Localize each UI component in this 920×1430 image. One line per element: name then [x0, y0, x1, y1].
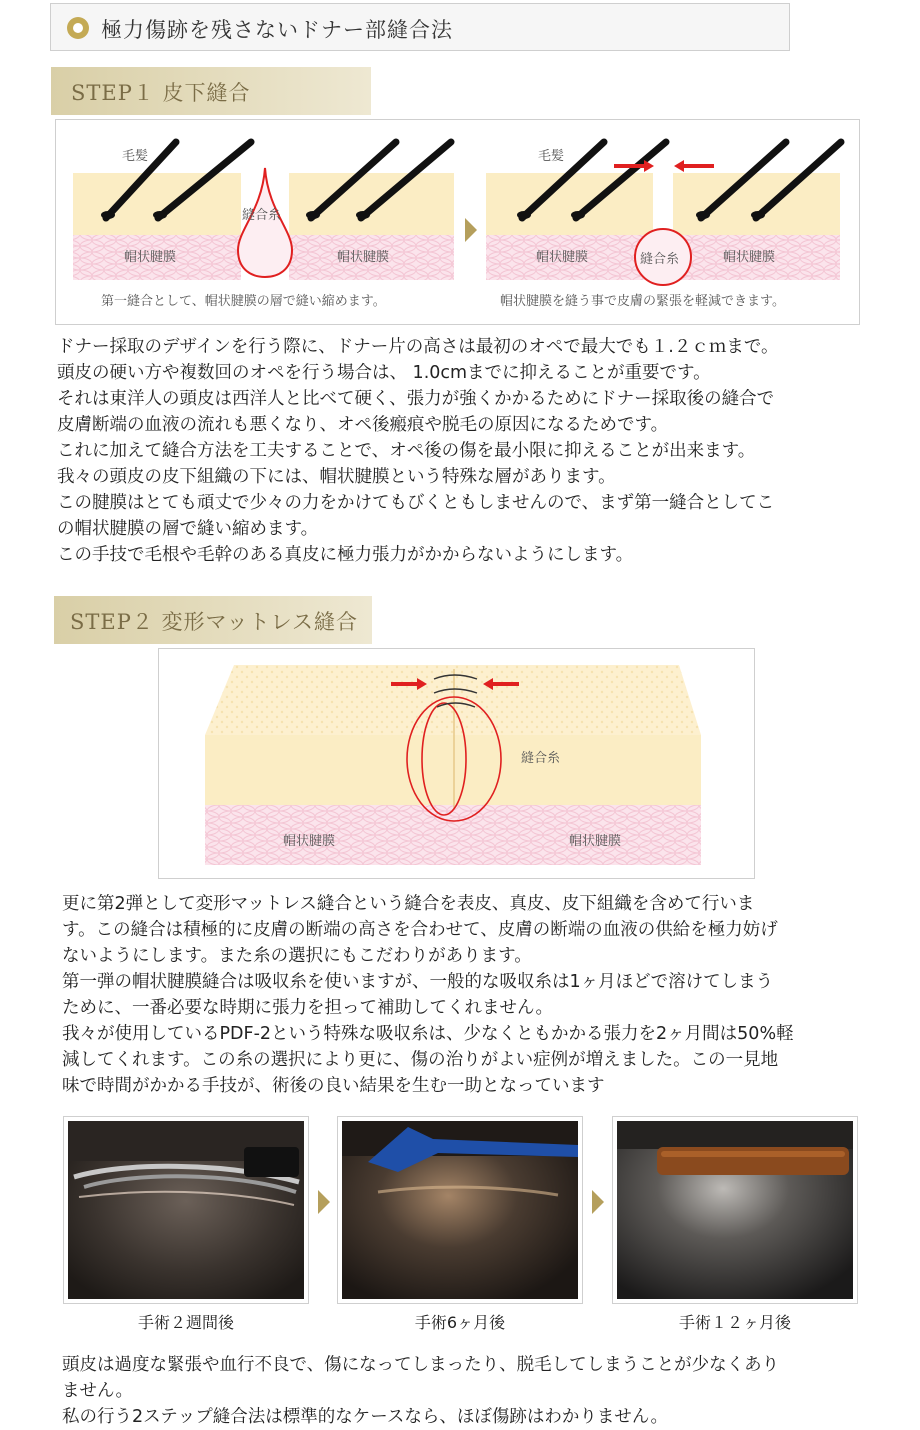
photo-12-months: [612, 1116, 858, 1304]
step2-diagram-svg: [159, 649, 754, 878]
paragraph-line: 我々の頭皮の皮下組織の下には、帽状腱膜という特殊な層があります。: [57, 467, 616, 487]
paragraph-line: これに加えて縫合方法を工夫することで、オペ後の傷を最小限に抑えることが出来ます。: [57, 441, 756, 461]
step2-paragraph: [62, 891, 794, 1099]
paragraph-line: 私の行う2ステップ縫合法は標準的なケースなら、ほぼ傷跡はわかりません。: [62, 1407, 668, 1427]
suture-label: 縫合糸: [242, 208, 282, 223]
closing-paragraph: [62, 1352, 779, 1430]
hair-label: 毛髪: [122, 149, 149, 164]
title-bullet-icon: [67, 17, 89, 39]
photo-caption: 手術２週間後: [137, 1313, 234, 1332]
galea-label: 帽状腱膜: [124, 250, 177, 265]
paragraph-line: この腱膜はとても頑丈で少々の力をかけてもびくともしませんので、まず第一縫合としてこ: [57, 493, 775, 513]
photo-caption: 手術6ヶ月後: [414, 1313, 506, 1332]
step1-header: [51, 67, 371, 115]
step2-diagram: [158, 648, 755, 879]
paragraph-line: 第一弾の帽状腱膜縫合は吸収糸を使いますが、一般的な吸収糸は1ヶ月ほどで溶けてしまう: [62, 972, 774, 992]
paragraph-line: ないようにします。また糸の選択にもこだわりがあります。: [62, 946, 532, 966]
paragraph-line: 我々が使用しているPDF-2という特殊な吸収糸は、少なくともかかる張力を2ヶ月間は50%軽: [62, 1024, 794, 1044]
suture-label: 縫合糸: [521, 751, 561, 766]
step1-paragraph: [57, 334, 779, 568]
galea-label: 帽状腱膜: [536, 250, 589, 265]
paragraph-line: 減してくれます。この糸の選択により更に、傷の治りがよい症例が増えました。この一見地: [62, 1050, 779, 1070]
paragraph-line: 頭皮は過度な緊張や血行不良で、傷になってしまったり、脱毛してしまうことが少なくあり: [62, 1355, 780, 1375]
galea-label: 帽状腱膜: [569, 834, 622, 849]
galea-label: 帽状腱膜: [337, 250, 390, 265]
next-arrow-icon: [592, 1190, 604, 1214]
step1-right-panel: [486, 142, 841, 309]
galea-label: 帽状腱膜: [723, 250, 776, 265]
step1-diagram: [55, 119, 860, 325]
skin-layer: [73, 173, 241, 235]
diagram-caption: 帽状腱膜を縫う事で皮膚の緊張を軽減できます。: [500, 294, 785, 309]
photo-6-months: [337, 1116, 583, 1304]
paragraph-line: 味で時間がかかる手技が、術後の良い結果を生む一助となっています: [62, 1076, 605, 1096]
skin-layer: [289, 173, 454, 235]
step1-diagram-svg: [56, 120, 859, 324]
diagram-caption: 第一縫合として、帽状腱膜の層で縫い縮めます。: [101, 294, 386, 309]
galea-label: 帽状腱膜: [283, 834, 336, 849]
scalp-photo: [64, 1117, 308, 1303]
paragraph-line: 頭皮の硬い方や複数回のオペを行う場合は、 1.0cmまでに抑えることが重要です。: [57, 363, 711, 383]
paragraph-line: ために、一番必要な時期に張力を担って補助してくれません。: [62, 998, 554, 1018]
paragraph-line: それは東洋人の頭皮は西洋人と比べて硬く、張力が強くかかるためにドナー採取後の縫合で: [57, 389, 775, 409]
paragraph-line: ません。: [62, 1381, 134, 1401]
scalp-photo: [338, 1117, 582, 1303]
next-arrow-icon: [465, 218, 477, 242]
paragraph-line: 皮膚断端の血液の流れも悪くなり、オペ後瘢痕や脱毛の原因になるためです。: [57, 415, 669, 435]
paragraph-line: の帽状腱膜の層で縫い縮めます。: [57, 519, 319, 539]
step1-header-text: STEP１ 皮下縫合: [71, 81, 251, 105]
paragraph-line: す。この縫合は積極的に皮膚の断端の高さを合わせて、皮膚の断端の血液の供給を極力妨げ: [62, 920, 778, 940]
suture-label: 縫合糸: [640, 252, 680, 267]
photo-2-weeks: [63, 1116, 309, 1304]
step1-left-panel: [73, 142, 454, 309]
paragraph-line: この手技で毛根や毛幹のある真皮に極力張力がかからないようにします。: [57, 545, 634, 565]
paragraph-line: 更に第2弾として変形マットレス縫合という縫合を表皮、真皮、皮下組織を含めて行いま: [62, 894, 755, 914]
section-title-bar: [50, 3, 790, 51]
scalp-photo: [613, 1117, 857, 1303]
next-arrow-icon: [318, 1190, 330, 1214]
page-title: 極力傷跡を残さないドナー部縫合法: [101, 18, 453, 42]
step2-header: [54, 596, 372, 644]
step2-header-text: STEP２ 変形マットレス縫合: [70, 610, 359, 634]
photo-caption: 手術１２ヶ月後: [678, 1313, 791, 1332]
hair-label: 毛髪: [538, 149, 565, 164]
dermis-layer: [205, 735, 701, 805]
paragraph-line: ドナー採取のデザインを行う際に、ドナー片の高さは最初のオペで最大でも１.２ｃｍまで。: [57, 337, 779, 357]
galea-layer: [205, 805, 701, 865]
